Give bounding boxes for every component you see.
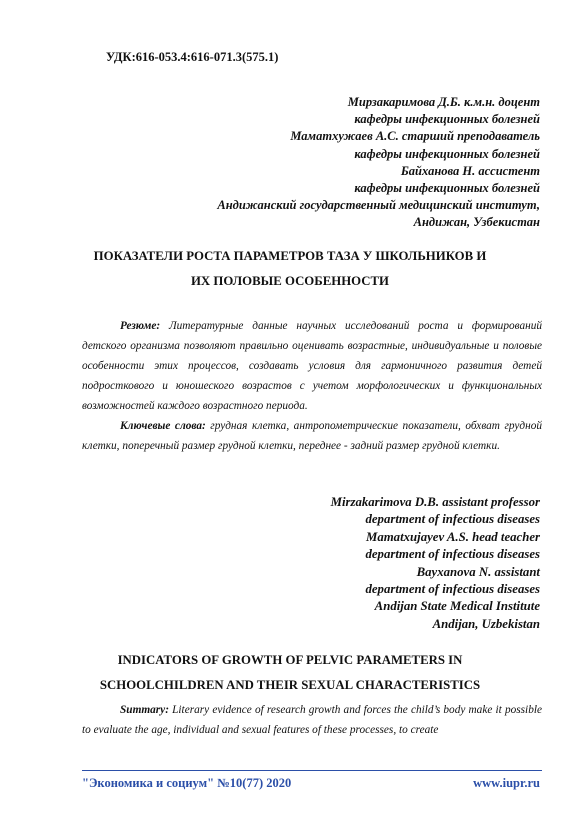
- author-line: Маматхужаев А.С. старший преподаватель: [290, 129, 540, 144]
- author-line: Bayxanova N. assistant: [416, 564, 540, 579]
- author-line: department of infectious diseases: [365, 582, 540, 597]
- author-line: Andijan, Uzbekistan: [432, 616, 540, 631]
- keywords-ru: [82, 416, 542, 456]
- abstract-label: Summary:: [120, 704, 169, 716]
- abstract-label: Резюме:: [120, 320, 161, 332]
- abstract-text: Литературные данные научных исследований роста и формирований детского организма позволяют правильно оценивать возрастные, индивидуальные и половые особенности этих процессов, создавать условия для гармоничного развития детей подросткового и юношеского возрастов с учетом морфологических и функциональных возможностей каждого возрастного периода.: [82, 320, 542, 412]
- keywords-label: Ключевые слова:: [120, 420, 206, 432]
- abstract-ru: [82, 316, 542, 416]
- author-block-ru: [80, 94, 540, 232]
- article-title-ru: [40, 244, 540, 294]
- article-title-en: [40, 648, 540, 698]
- author-line: Мирзакаримова Д.Б. к.м.н. доцент: [347, 95, 540, 109]
- title-line: ПОКАЗАТЕЛИ РОСТА ПАРАМЕТРОВ ТАЗА У ШКОЛЬНИКОВ И: [93, 249, 487, 263]
- author-line: department of infectious diseases: [365, 547, 540, 562]
- abstract-en: [82, 700, 542, 740]
- author-block-en: [80, 494, 540, 633]
- author-line: Байханова Н. ассистент: [400, 163, 540, 178]
- author-line: Andijan State Medical Institute: [374, 599, 540, 614]
- author-line: кафедры инфекционных болезней: [354, 112, 540, 127]
- author-line: кафедры инфекционных болезней: [354, 146, 540, 161]
- author-line: Андижанский государственный медицинский институт,: [217, 198, 540, 213]
- title-line: INDICATORS OF GROWTH OF PELVIC PARAMETERS IN: [117, 653, 463, 667]
- keywords-text: грудная клетка, антропометрические показатели, обхват грудной клетки, поперечный размер грудной клетки, переднее - задний размер грудной клетки.: [82, 420, 542, 452]
- udc-code: УДК:616-053.4:616-071.3(575.1): [106, 50, 279, 64]
- title-line: SCHOOLCHILDREN AND THEIR SEXUAL CHARACTERISTICS: [99, 678, 481, 692]
- author-line: кафедры инфекционных болезней: [354, 181, 540, 196]
- author-line: Mirzakarimova D.B. assistant professor: [330, 495, 540, 509]
- journal-url[interactable]: www.iupr.ru: [473, 776, 540, 790]
- author-line: Mamatxujayev A.S. head teacher: [365, 529, 540, 544]
- footer-divider: [82, 770, 542, 771]
- title-line: ИХ ПОЛОВЫЕ ОСОБЕННОСТИ: [190, 274, 390, 288]
- author-line: Андижан, Узбекистан: [413, 215, 540, 230]
- abstract-text: Literary evidence of research growth and forces the child’s body make it possible to evaluate the age, individual and sexual features of these processes, to create: [82, 704, 542, 736]
- author-line: department of infectious diseases: [365, 512, 540, 527]
- journal-name: "Экономика и социум" №10(77) 2020: [82, 776, 292, 790]
